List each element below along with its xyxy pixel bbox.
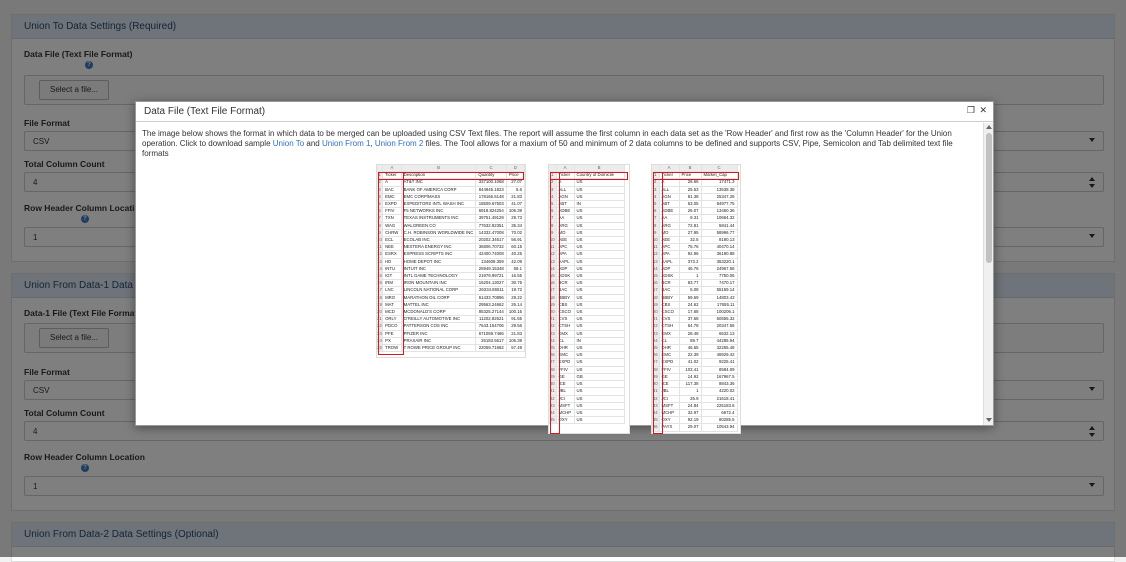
sheet-row: 30 ICE 117.38 8843.36	[652, 381, 737, 388]
modal-title: Data File (Text File Format)	[144, 106, 266, 117]
sheet-row: 15 IGT INTL GAME TECHNOLOGY 21979.99721 16.55	[377, 273, 525, 280]
sheet-row: 23 KMX US	[549, 330, 624, 337]
sheet-row: 3 BAC BANK OF AMERICA CORP 844945.1823 5.6	[377, 186, 525, 193]
modal-header	[136, 102, 993, 122]
sheet-row: 22 CTSH 64.78 20347.56	[652, 323, 737, 330]
sheet-header-row: 1 Ticker Price Market_Cap	[652, 172, 737, 179]
description-text: files. The Tool allows for a maxium of 50 and minimum of 2 data columns to be defined and supports CSV, Pipe, Semicolon and Tab delimited text file formats	[142, 139, 953, 158]
sheet-row: 7 TXN TEXAS INSTRUMENTS INC 39751.49129 29.73	[377, 215, 525, 222]
sheet-row: 3 ALL US	[549, 186, 624, 193]
sheet-table: A B C D 1 Ticker Description Quantity Price 2 A AT&T INC 337100.1068 27.07 3 BAC BANK OF AMERICA CORP 844945.1823 5.6 4 EMC EMC CORP/MASS 178166.5148 21.83 5 EXPD EXPEDITORS INTL WASH INC 18509.67503 41.07 6 FFIV F5 NETWORKS INC 6918.824254 106.39 7 TXN TEXAS INSTRUMENTS INC 39751.49129 29.73 8 WAG WALGREEN CO 77632.92351 35.34 9 CHRW C.H. ROBINSON WORLDWIDE INC 14332.47008 70.02 10 ECL ECOLAB INC 20202.34617 56.91 11 NEE NEXTERA ENERGY INC 36806.70732 60.15 12 ESRX EXPRESS SCRIPTS INC 42400.74008 40.25 13 HD HOME DEPOT INC 134608.359 42.09 14 INTU INTUIT INC 25949.15348 59.1 15 IGT INTL GAME TECHNOLOGY 21979.99721 16.55 16 IRM IRON MOUNTAIN INC 16204.13027 30.75 17 LNC LINCOLN NATIONAL CORP 26334.86511 19.72 18 MRO MARATHON OIL CORP 61433.70896 29.22 19 MAT MATTEL INC 29563.24662 26.14 20 MCD MCDONALD'S CORP 85325.27144 100.15 21 ORLY O'REILLY AUTOMOTIVE INC 11202.82621 91.55 22 PDCO PATTERSON COS INC 7643.154706 29.56 23 PFE PFIZER INC 671059.7486 21.83 24 PX PRAXAIR INC 26183.5617 106.39 25 TROW T ROWE PRICE GROUP INC 22059.71682 57.49	[377, 165, 525, 352]
sample-sheet-union-from-1	[548, 164, 630, 434]
sheet-row: 12 ESRX EXPRESS SCRIPTS INC 42400.74008 40.25	[377, 251, 525, 258]
sheet-row: 2 A US	[549, 179, 624, 186]
union-to-link[interactable]: Union To	[272, 139, 305, 148]
sheet-row: 35 OXY US	[549, 417, 624, 424]
column-header-highlight	[378, 172, 524, 180]
sheet-row: 12 APA 92.96 36190.88	[652, 251, 737, 258]
sheet-row: 20 MCD MCDONALD'S CORP 85325.27144 100.15	[377, 309, 525, 316]
sheet-row: 10 AEE 32.5 8190.13	[652, 237, 737, 244]
sheet-header-row: 1 Ticker Country of Domicile	[549, 172, 624, 179]
row-header-highlight	[378, 172, 404, 355]
sheet-row: 31 JBL US	[549, 388, 624, 395]
sheet-row: 18 BBBY 59.69 14803.43	[652, 294, 737, 301]
sheet-row: 24 CL IN	[549, 337, 624, 344]
sheet-row: 27 EXPD 41.02 9225.41	[652, 359, 737, 366]
sheet-row: 6 FFIV F5 NETWORKS INC 6918.824254 106.39	[377, 208, 525, 215]
sheet-row: 20 CSCO 17.68 100206.1	[652, 309, 737, 316]
modal-scrollbar[interactable]	[983, 123, 993, 425]
sheet-row: 5 EXPD EXPEDITORS INTL WASH INC 18509.67503 41.07	[377, 201, 525, 208]
sheet-row: 33 MSFT US	[549, 402, 624, 409]
sheet-row: 22 PDCO PATTERSON COS INC 7643.154706 29.56	[377, 323, 525, 330]
sheet-row: 10 ECL ECOLAB INC 20202.34617 56.91	[377, 237, 525, 244]
sheet-row: 5 ABT IN	[549, 201, 624, 208]
sheet-row: 34 MCHP 32.97 6672.4	[652, 409, 737, 416]
sheet-row: 7 AA 9.31 10664.32	[652, 215, 737, 222]
sheet-row: 18 BBBY US	[549, 294, 624, 301]
sheet-row: 3 ALL 25.53 13538.38	[652, 186, 737, 193]
sheet-row: 13 HD HOME DEPOT INC 134608.359 42.09	[377, 258, 525, 265]
sheet-row: 19 CBS 24.62 17655.11	[652, 301, 737, 308]
scrollbar-thumb[interactable]	[986, 133, 992, 263]
sheet-row: 12 APA US	[549, 251, 624, 258]
sheet-row: 8 ARG 72.81 5841.44	[652, 222, 737, 229]
modal-description	[142, 129, 977, 159]
sheet-row: 22 CTSH US	[549, 323, 624, 330]
sheet-row: 9 MO US	[549, 229, 624, 236]
sheet-row: 21 CVS 37.68 50555.32	[652, 316, 737, 323]
sheet-row: 16 IRM IRON MOUNTAIN INC 16204.13027 30.75	[377, 280, 525, 287]
description-text: ,	[370, 139, 375, 148]
union-from-2-link[interactable]: Union From 2	[374, 139, 424, 148]
sheet-row: 8 ARG US	[549, 222, 624, 229]
sheet-header-row: 1 Ticker Description Quantity Price	[377, 172, 525, 179]
sheet-row: 28 FFIV US	[549, 366, 624, 373]
sheet-table: A B C 1 Ticker Price Market_Cap 2 A 28.66 17471.3 3 ALL 25.53 13538.38 4 AGN 81.38 25347.28 5 ABT 53.05 84977.75 6 ADBE 26.07 13460.36 7 AA 9.31 10664.32 8 ARG 72.81 5841.44 9 MO 27.95 58996.77 10 AEE 32.5 8190.13 11 APC 75.76 40470.14 12 APA 92.96 36190.88 13 AAPL 373.2 353220.1 14 ADP 46.76 24967.58 15 ADSK 1 7750.06 16 BCR 83.77 7470.17 17 BAC 5.08 55159.14 18 BBBY 59.69 14803.43 19 CBS 24.62 17655.11 20 CSCO 17.68 100206.1 21 CVS 37.68 50555.32 22 CTSH 64.78 20347.56 23 KMX 28.48 6532.13 24 CL 89.7 44285.94 25 DHR 46.55 32265.48 26 EMC 22.39 46929.42 27 EXPD 41.02 9225.41 28 FFIV 103.41 8584.09 29 GE 14.92 167967.5 30 ICE 117.38 8843.36 31 JBL 1 4220.02 32 JCI 26.9 21618.41 33 MSFT 24.84 225183.6 34 MCHP 32.97 6672.4 35 OXY 92.19 80285.5 36 PAYX 29.07 10543.94	[652, 165, 738, 432]
sheet-row: 21 ORLY O'REILLY AUTOMOTIVE INC 11202.82621 91.55	[377, 316, 525, 323]
sheet-row: 19 CBS US	[549, 301, 624, 308]
sheet-table: A B 1 Ticker Country of Domicile 2 A US 3 ALL US 4 AGN US 5 ABT IN 6 ADBE US 7 AA US 8 ARG US 9 MO US 10 AEE US 11 APC US 12 APA US 13 AAPL US 14 ADP US 15 ADSK US 16 BCR US 17 BAC US 18 BBBY US 19 CBS US 20 CSCO US 21 CVS US 22 CTSH US 23 KMX US 24 CL IN 25 DHR US 26 EMC US 27 EXPD US 28 FFIV US 29 GE GB 30 ICE US 31 JBL US 32 JCI US 33 MSFT US 34 MCHP US 35 OXY US	[549, 165, 625, 424]
restore-icon[interactable]: ❐	[966, 105, 975, 115]
sheet-row: 16 BCR US	[549, 280, 624, 287]
sheet-row: 15 ADSK US	[549, 273, 624, 280]
sheet-row: 20 CSCO US	[549, 309, 624, 316]
sheet-row: 16 BCR 83.77 7470.17	[652, 280, 737, 287]
sheet-row: 11 NEE NEXTERA ENERGY INC 36806.70732 60.15	[377, 244, 525, 251]
sheet-row: 4 AGN US	[549, 193, 624, 200]
sheet-row: 14 INTU INTUIT INC 25949.15348 59.1	[377, 265, 525, 272]
sheet-row: 32 JCI US	[549, 395, 624, 402]
column-header-highlight	[550, 172, 628, 180]
sheet-row: 28 FFIV 103.41 8584.09	[652, 366, 737, 373]
sheet-row: 6 ADBE 26.07 13460.36	[652, 208, 737, 215]
sheet-row: 36 PAYX 29.07 10543.94	[652, 424, 737, 431]
sheet-row: 13 AAPL US	[549, 258, 624, 265]
column-header-highlight	[653, 172, 739, 180]
sample-sheet-union-from-2	[651, 164, 741, 434]
row-header-highlight	[550, 172, 560, 434]
sheet-row: 23 KMX 28.48 6532.13	[652, 330, 737, 337]
sheet-row: 21 CVS US	[549, 316, 624, 323]
sheet-row: 17 BAC 5.08 55159.14	[652, 287, 737, 294]
scroll-up-icon[interactable]	[986, 125, 992, 129]
sheet-row: 17 BAC US	[549, 287, 624, 294]
sheet-row: 30 ICE US	[549, 381, 624, 388]
sheet-row: 5 ABT 53.05 84977.75	[652, 201, 737, 208]
sheet-row: 4 EMC EMC CORP/MASS 178166.5148 21.83	[377, 193, 525, 200]
sheet-row: 27 EXPD US	[549, 359, 624, 366]
modal-body	[136, 123, 982, 430]
sheet-row: 19 MAT MATTEL INC 29563.24662 26.14	[377, 301, 525, 308]
sheet-row: 9 CHRW C.H. ROBINSON WORLDWIDE INC 14332.47008 70.02	[377, 229, 525, 236]
sheet-row: 33 MSFT 24.84 225183.6	[652, 402, 737, 409]
sheet-row: 29 GE 14.92 167967.5	[652, 373, 737, 380]
sheet-row: 14 ADP US	[549, 265, 624, 272]
sheet-row: 9 MO 27.95 58996.77	[652, 229, 737, 236]
sheet-row: 26 EMC US	[549, 352, 624, 359]
sheet-row: 10 AEE US	[549, 237, 624, 244]
description-text: and	[304, 139, 322, 148]
scroll-down-icon[interactable]	[986, 418, 992, 422]
sheet-row: 34 MCHP US	[549, 409, 624, 416]
sheet-row: 11 APC US	[549, 244, 624, 251]
sheet-row: 14 ADP 46.76 24967.58	[652, 265, 737, 272]
union-from-1-link[interactable]: Union From 1	[321, 139, 371, 148]
sheet-row: 11 APC 75.76 40470.14	[652, 244, 737, 251]
sheet-row: 8 WAG WALGREEN CO 77632.92351 35.34	[377, 222, 525, 229]
sheet-row: 4 AGN 81.38 25347.28	[652, 193, 737, 200]
description-text: The image below shows the format in which data to be merged can be uploaded using CSV Text files. The report will assume the first column in each data set as the 'Row Header' and first row as the 'Column Header' for the Union operation. Click to download sample	[142, 129, 952, 148]
sheet-row: 24 CL 89.7 44285.94	[652, 337, 737, 344]
sheet-row: 31 JBL 1 4220.02	[652, 388, 737, 395]
sheet-row: 29 GE GB	[549, 373, 624, 380]
sheet-row: 6 ADBE US	[549, 208, 624, 215]
sheet-row: 32 JCI 26.9 21618.41	[652, 395, 737, 402]
sheet-row: 26 EMC 22.39 46929.42	[652, 352, 737, 359]
sheet-row: 23 PFE PFIZER INC 671059.7486 21.83	[377, 330, 525, 337]
close-icon[interactable]: ✕	[979, 105, 987, 115]
sheet-row: 2 A AT&T INC 337100.1068 27.07	[377, 179, 525, 186]
sheet-row: 25 TROW T ROWE PRICE GROUP INC 22059.71682 57.49	[377, 345, 525, 352]
sheet-row: 24 PX PRAXAIR INC 26183.5617 106.39	[377, 337, 525, 344]
sheet-row: 18 MRO MARATHON OIL CORP 61433.70896 29.22	[377, 294, 525, 301]
help-modal	[135, 101, 994, 430]
sheet-row: 13 AAPL 373.2 353220.1	[652, 258, 737, 265]
sheet-row: 25 DHR US	[549, 345, 624, 352]
sheet-row: 25 DHR 46.55 32265.48	[652, 345, 737, 352]
sheet-row: 2 A 28.66 17471.3	[652, 179, 737, 186]
row-header-highlight	[653, 172, 663, 434]
sheet-row: 15 ADSK 1 7750.06	[652, 273, 737, 280]
sheet-row: 7 AA US	[549, 215, 624, 222]
sheet-row: 17 LNC LINCOLN NATIONAL CORP 26334.86511 19.72	[377, 287, 525, 294]
sheet-row: 35 OXY 92.19 80285.5	[652, 417, 737, 424]
